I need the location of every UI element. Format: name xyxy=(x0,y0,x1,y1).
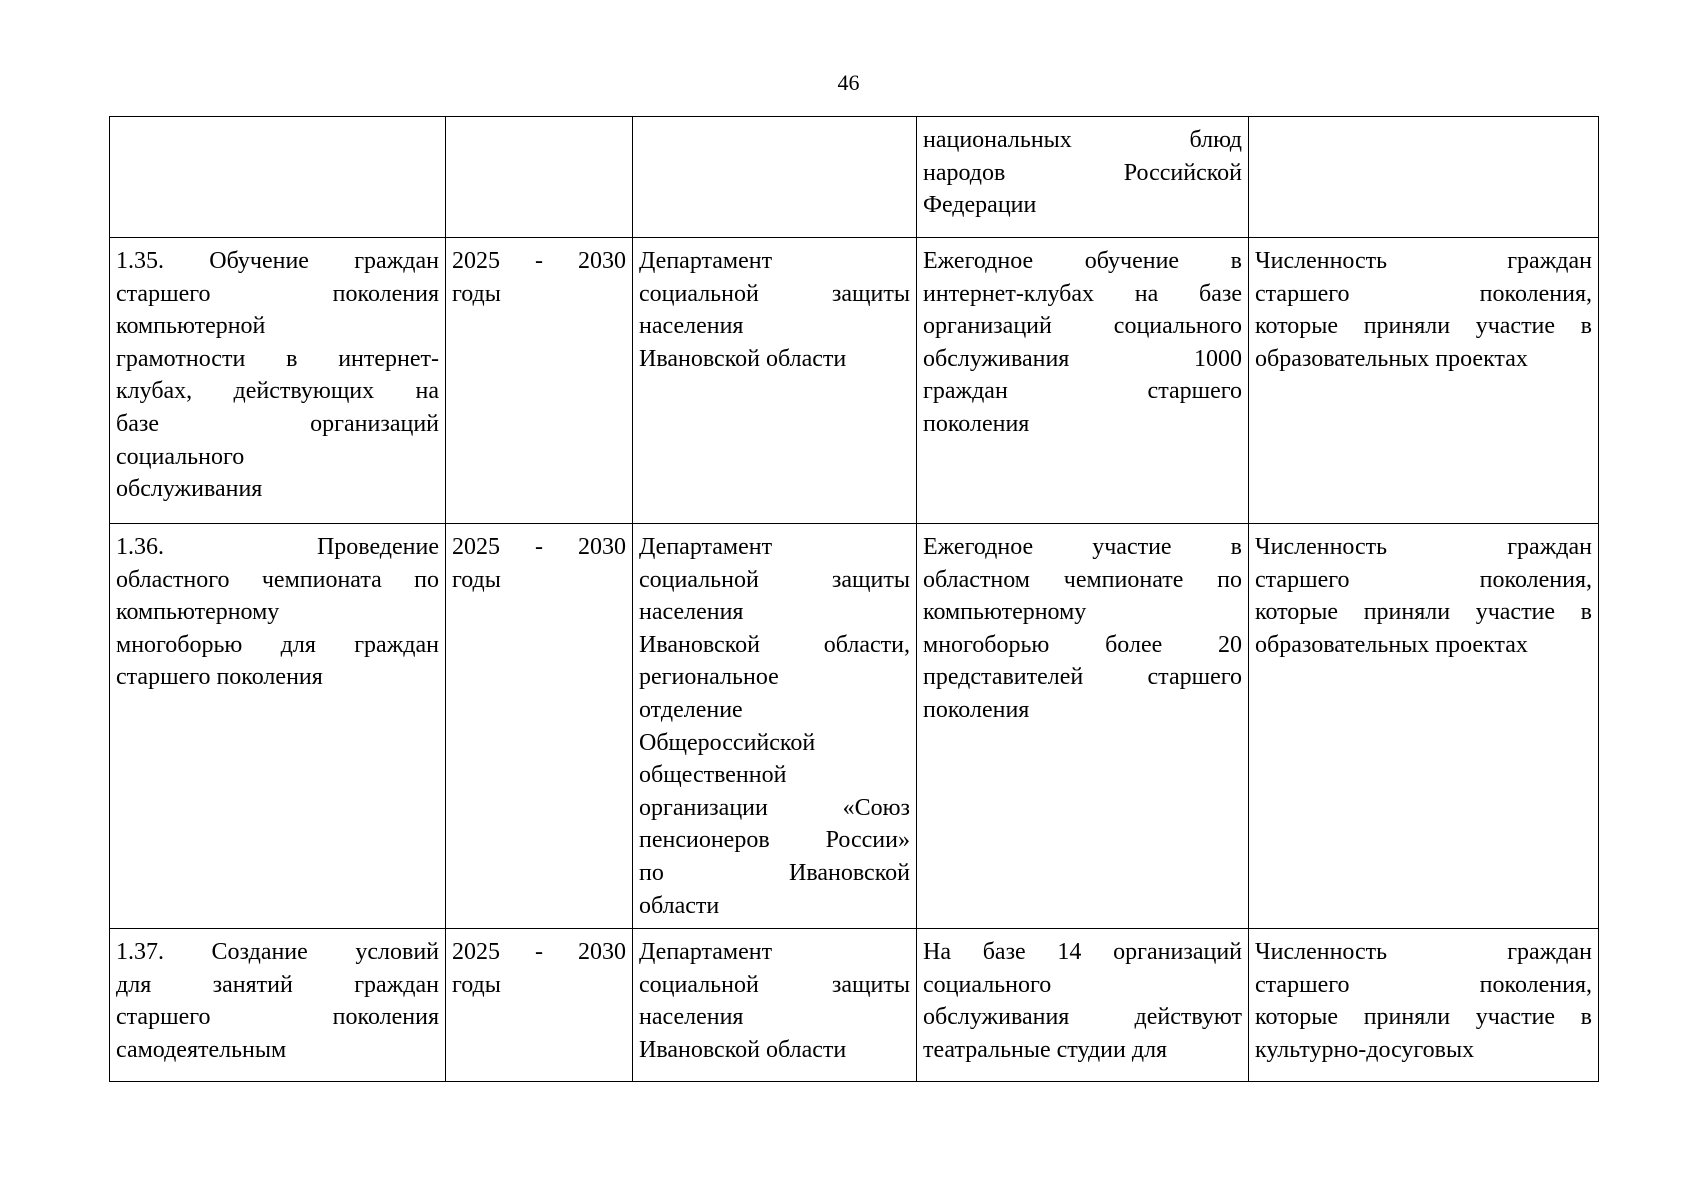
cell-executor xyxy=(633,929,917,1082)
period-line: 2025 - 2030 xyxy=(452,248,626,274)
result-line: компьютерному xyxy=(923,599,1087,626)
executor-line: области xyxy=(639,892,720,919)
executor-line: общественной xyxy=(639,762,787,789)
executor-line: Департамент xyxy=(639,939,773,966)
page-number: 46 xyxy=(837,70,860,95)
cell-measure xyxy=(110,929,446,1082)
executor-line: Департамент xyxy=(639,248,773,274)
cell-indicator xyxy=(1249,117,1599,238)
table-row xyxy=(110,524,1599,929)
cell-measure xyxy=(110,117,446,238)
indicator-line: которые приняли участие в xyxy=(1255,1004,1592,1031)
result-line: На базе 14 организаций xyxy=(923,939,1242,966)
executor-line: Ивановской области xyxy=(639,345,847,372)
result-line: Федерации xyxy=(923,192,1037,219)
indicator-line: культурно-досуговых xyxy=(1255,1036,1475,1063)
indicator-line: старшего поколения, xyxy=(1255,280,1592,307)
result-line: областном чемпионате по xyxy=(923,566,1242,593)
executor-line: Департамент xyxy=(639,534,773,560)
executor-line: пенсионеров России» xyxy=(639,827,910,854)
indicator-line: которые приняли участие в xyxy=(1255,599,1592,626)
executor-line: Ивановской области, xyxy=(639,631,910,658)
result-line: представителей старшего xyxy=(923,664,1242,691)
cell-result xyxy=(917,117,1249,238)
measure-line: обслуживания xyxy=(116,476,263,503)
measure-line: клубах, действующих на xyxy=(116,378,439,405)
period-line: годы xyxy=(452,566,501,593)
result-line: Ежегодное участие в xyxy=(923,534,1242,560)
measures-table xyxy=(109,116,1599,1082)
executor-line: Общероссийской xyxy=(639,729,816,756)
cell-period xyxy=(446,238,633,524)
period-line: 2025 - 2030 xyxy=(452,939,626,966)
period-line: 2025 - 2030 xyxy=(452,534,626,560)
measure-line: старшего поколения xyxy=(116,280,439,307)
cell-executor xyxy=(633,524,917,929)
indicator-line: Численность граждан xyxy=(1255,939,1592,966)
result-line: граждан старшего xyxy=(923,378,1242,405)
cell-result xyxy=(917,238,1249,524)
result-line: поколения xyxy=(923,410,1030,437)
result-line: социального xyxy=(923,971,1052,998)
cell-result xyxy=(917,524,1249,929)
indicator-line: старшего поколения, xyxy=(1255,566,1592,593)
indicator-line: образовательных проектах xyxy=(1255,631,1528,658)
period-line: годы xyxy=(452,280,501,307)
measure-line: 1.35. Обучение граждан xyxy=(116,248,439,274)
measure-line: самодеятельным xyxy=(116,1036,287,1063)
table-row xyxy=(110,238,1599,524)
cell-period xyxy=(446,929,633,1082)
measure-line: социального xyxy=(116,443,245,470)
measure-line: областного чемпионата по xyxy=(116,566,439,593)
cell-indicator xyxy=(1249,238,1599,524)
measure-line: старшего поколения xyxy=(116,1004,439,1031)
measure-line: компьютерной xyxy=(116,313,266,340)
indicator-line: старшего поколения, xyxy=(1255,971,1592,998)
cell-indicator xyxy=(1249,524,1599,929)
measure-line: для занятий граждан xyxy=(116,971,439,998)
result-line: организаций социального xyxy=(923,313,1242,340)
indicator-line: которые приняли участие в xyxy=(1255,313,1592,340)
period-line: годы xyxy=(452,971,501,998)
measure-line: 1.37. Создание условий xyxy=(116,939,439,966)
result-line: народов Российской xyxy=(923,159,1242,186)
result-line: поколения xyxy=(923,696,1030,723)
cell-period xyxy=(446,117,633,238)
executor-line: социальной защиты xyxy=(639,280,910,307)
executor-line: отделение xyxy=(639,696,743,723)
result-line: обслуживания 1000 xyxy=(923,345,1242,372)
executor-line: социальной защиты xyxy=(639,566,910,593)
measure-line: базе организаций xyxy=(116,410,439,437)
indicator-line: образовательных проектах xyxy=(1255,345,1528,372)
executor-line: населения xyxy=(639,599,744,626)
result-line: интернет-клубах на базе xyxy=(923,280,1242,307)
indicator-line: Численность граждан xyxy=(1255,534,1592,560)
table-row xyxy=(110,117,1599,238)
result-line: театральные студии для xyxy=(923,1036,1168,1063)
executor-line: населения xyxy=(639,313,744,340)
cell-result xyxy=(917,929,1249,1082)
executor-line: Ивановской области xyxy=(639,1036,847,1063)
result-line: национальных блюд xyxy=(923,127,1242,153)
result-line: Ежегодное обучение в xyxy=(923,248,1242,274)
cell-executor xyxy=(633,117,917,238)
result-line: многоборью более 20 xyxy=(923,631,1242,658)
cell-indicator xyxy=(1249,929,1599,1082)
cell-measure xyxy=(110,524,446,929)
indicator-line: Численность граждан xyxy=(1255,248,1592,274)
measure-line: 1.36. Проведение xyxy=(116,534,439,560)
cell-period xyxy=(446,524,633,929)
executor-line: социальной защиты xyxy=(639,971,910,998)
cell-executor xyxy=(633,238,917,524)
executor-line: организации «Союз xyxy=(639,794,910,821)
table-row xyxy=(110,929,1599,1082)
executor-line: по Ивановской xyxy=(639,859,910,886)
measure-line: компьютерному xyxy=(116,599,280,626)
result-line: обслуживания действуют xyxy=(923,1004,1242,1031)
measure-line: грамотности в интернет- xyxy=(116,345,439,372)
executor-line: региональное xyxy=(639,664,779,691)
measure-line: старшего поколения xyxy=(116,664,323,691)
executor-line: населения xyxy=(639,1004,744,1031)
measure-line: многоборью для граждан xyxy=(116,631,439,658)
cell-measure xyxy=(110,238,446,524)
